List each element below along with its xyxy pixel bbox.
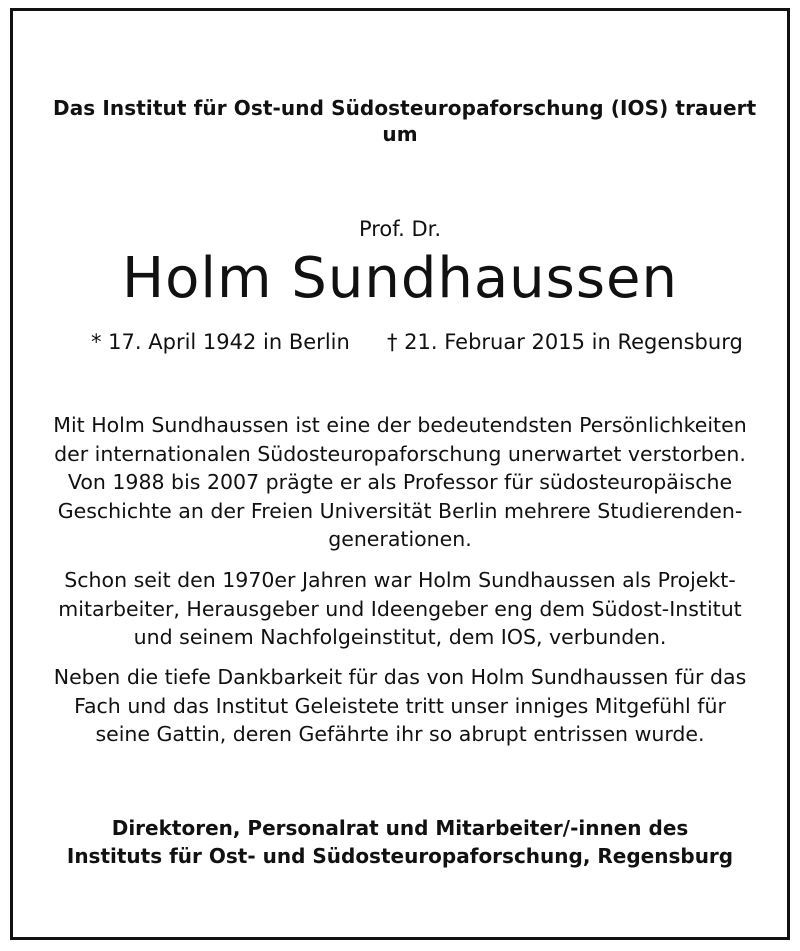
intro-heading [53, 95, 757, 147]
signoff [13, 814, 787, 870]
paragraph-line: Schon seit den 1970er Jahren war Holm Sundhaussen als Projekt- [64, 568, 736, 592]
obituary-notice [10, 8, 790, 940]
intro-line-1: Das Institut für Ost-und Südosteuropaforschung (IOS) trauert [53, 96, 757, 120]
signoff-line-2: Instituts für Ost- und Südosteuropaforschung, Regensburg [66, 844, 734, 868]
paragraph-line: Von 1988 bis 2007 prägte er als Professor für südosteuropäische [67, 470, 733, 494]
paragraph-line: Fach und das Institut Geleistete tritt unser inniges Mitgefühl für [74, 693, 726, 718]
deceased-name: Holm Sundhaussen [122, 246, 678, 311]
life-dates [13, 327, 787, 357]
paragraph-line: generationen. [328, 527, 472, 551]
paragraph-line: Geschichte an der Freien Universität Berlin mehrere Studierenden- [57, 498, 743, 523]
signoff-line-1: Direktoren, Personalrat und Mitarbeiter/-innen des [111, 816, 689, 840]
paragraph-line: der internationalen Südosteuropaforschung unerwartet verstorben. [54, 441, 746, 466]
academic-title: Prof. Dr. [358, 217, 442, 241]
paragraph-line: mitarbeiter, Herausgeber und Ideengeber eng dem Südost-Institut [58, 596, 742, 621]
intro-line-2: um [382, 122, 418, 146]
paragraph-line: Mit Holm Sundhaussen ist eine der bedeutendsten Persönlichkeiten [53, 413, 747, 437]
paragraph-line: seine Gattin, deren Gefährte ihr so abrupt entrissen wurde. [95, 722, 705, 746]
paragraph-line: und seinem Nachfolgeinstitut, dem IOS, verbunden. [133, 625, 667, 649]
paragraph-tribute [43, 411, 757, 554]
death-date: † 21. Februar 2015 in Regensburg [387, 330, 743, 354]
paragraph-condolence [43, 663, 757, 749]
paragraph-affiliation [43, 566, 757, 652]
birth-date: * 17. April 1942 in Berlin [91, 330, 350, 354]
paragraph-line: Neben die tiefe Dankbarkeit für das von Holm Sundhaussen für das [53, 665, 747, 689]
